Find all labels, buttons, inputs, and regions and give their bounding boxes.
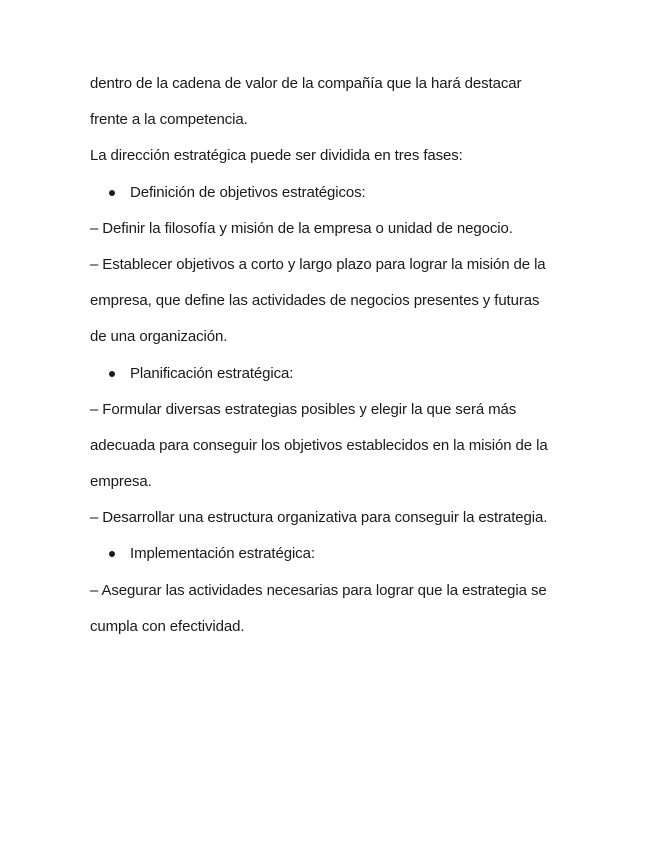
text-line: adecuada para conseguir los objetivos establecidos en la misión de la	[90, 436, 548, 454]
bullet-item	[90, 183, 570, 219]
text-line: frente a la competencia.	[90, 111, 248, 129]
bullet-text: Definición de objetivos estratégicos:	[130, 183, 366, 201]
paragraph	[90, 508, 570, 544]
text-line: La dirección estratégica puede ser dividida en tres fases:	[90, 147, 463, 165]
paragraph	[90, 219, 570, 255]
text-line: empresa.	[90, 473, 152, 491]
paragraph	[90, 581, 570, 653]
text-line: – Establecer objetivos a corto y largo plazo para lograr la misión de la	[90, 255, 546, 273]
text-line: de una organización.	[90, 328, 228, 346]
text-line: – Asegurar las actividades necesarias para lograr que la estrategia se	[90, 581, 547, 599]
paragraph	[90, 255, 570, 364]
document-body	[90, 74, 570, 653]
bullet-icon	[109, 190, 115, 196]
paragraph	[90, 74, 570, 146]
bullet-text: Implementación estratégica:	[130, 545, 315, 563]
bullet-text: Planificación estratégica:	[130, 364, 294, 382]
bullet-item	[90, 364, 570, 400]
text-line: cumpla con efectividad.	[90, 617, 245, 635]
text-line: empresa, que define las actividades de negocios presentes y futuras	[90, 292, 540, 310]
bullet-item	[90, 544, 570, 580]
text-line: – Desarrollar una estructura organizativa para conseguir la estrategia.	[90, 509, 548, 527]
paragraph	[90, 400, 570, 509]
bullet-icon	[109, 551, 115, 557]
paragraph	[90, 146, 570, 182]
text-line: – Formular diversas estrategias posibles y elegir la que será más	[90, 400, 517, 418]
text-line: – Definir la filosofía y misión de la empresa o unidad de negocio.	[90, 219, 513, 237]
text-line: dentro de la cadena de valor de la compañía que la hará destacar	[90, 75, 522, 92]
bullet-icon	[109, 371, 115, 377]
